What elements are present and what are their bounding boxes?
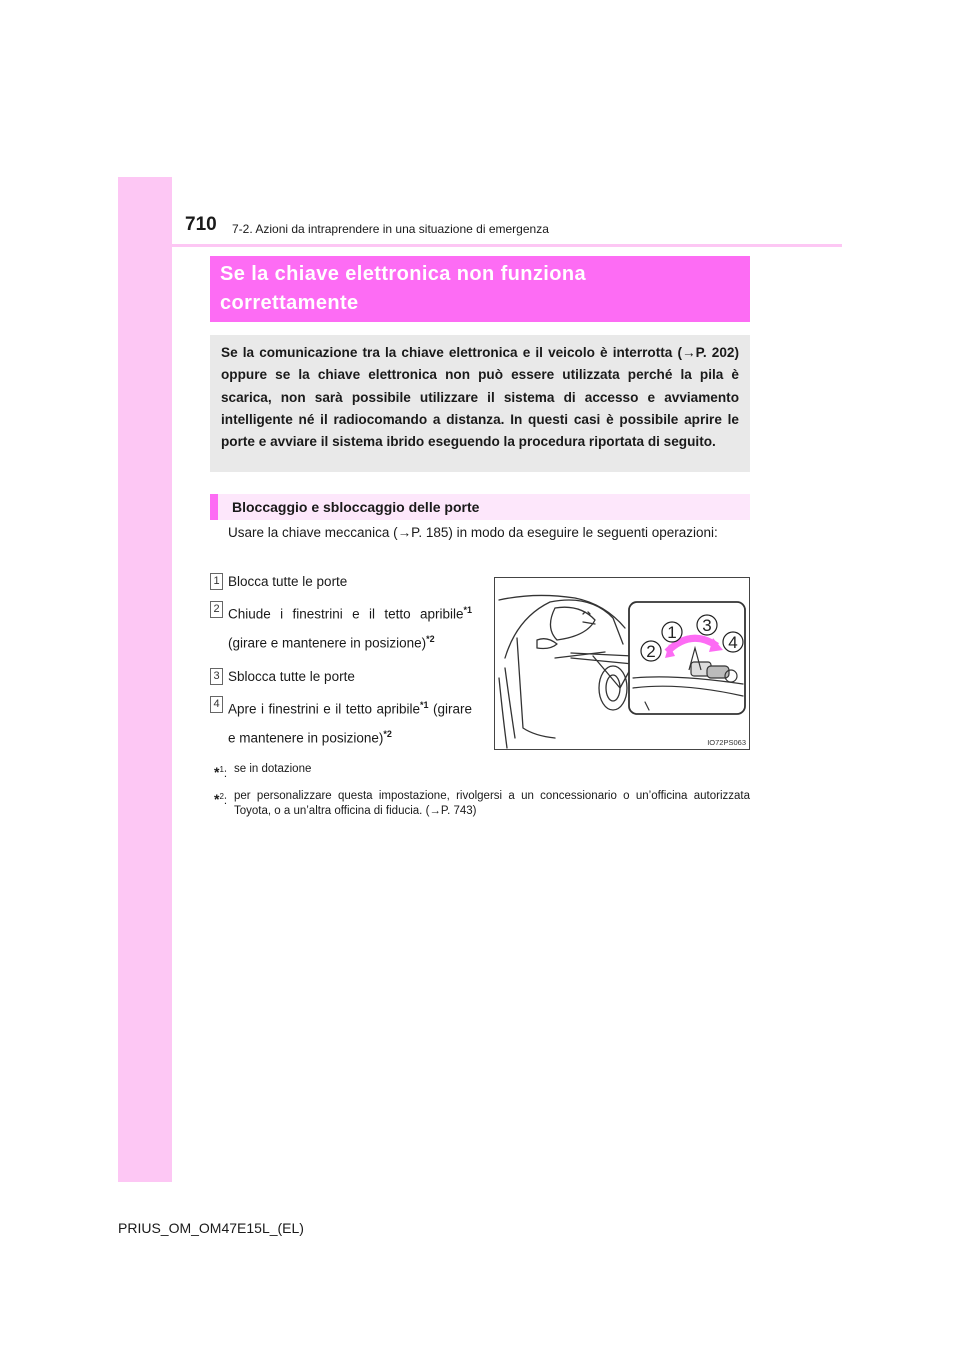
step-number: 2 [210, 601, 223, 618]
body-text: Usare la chiave meccanica (→P. 185) in modo da eseguire le seguenti operazioni: [228, 525, 718, 540]
car-door-key-drawing [495, 578, 749, 749]
step-text [228, 693, 472, 750]
step-text: Blocca tutte le porte [228, 574, 348, 589]
chapter-title: 7-2. Azioni da intraprendere in una situazione di emergenza [232, 222, 549, 236]
side-band [118, 177, 172, 1182]
step-number: 4 [210, 696, 223, 713]
step-number: 1 [210, 573, 223, 590]
callout-1: 1 [667, 623, 677, 642]
footnote-text: se in dotazione [234, 763, 312, 775]
footnote-text: per personalizzare questa impostazione, rivolgersi a un concessionario o un’officina autorizzata Toyota, o a un’altra officina di fiducia. (→P. 743) [234, 790, 750, 817]
footer-code: PRIUS_OM_OM47E15L_(EL) [118, 1220, 304, 1236]
step-text-part: Apre i finestrini e il tetto apribile [228, 701, 420, 717]
section-title-line1: Se la chiave elettronica non funziona [220, 263, 586, 285]
callout-2: 2 [646, 642, 656, 661]
subsection-header [210, 494, 750, 520]
subsection-title: Bloccaggio e sbloccaggio delle porte [232, 499, 480, 515]
footnote-ref: *1 [463, 605, 472, 615]
key-illustration [494, 577, 750, 750]
section-title-line2: correttamente [220, 292, 359, 314]
footnote-ref: *2 [426, 633, 435, 644]
callout-3: 3 [702, 616, 712, 635]
step-text: Sblocca tutte le porte [228, 669, 355, 684]
page-number: 710 [185, 214, 217, 235]
section-banner [210, 256, 750, 322]
footnote-ref: *1 [419, 700, 429, 710]
footnote-1 [214, 762, 750, 780]
step-text-part: (girare e mantenere in posizione) [228, 635, 427, 650]
step-number: 3 [210, 668, 223, 685]
intro-box [210, 335, 750, 472]
step-text-part: Chiude i finestrini e il tetto apribile [228, 606, 464, 622]
figure-label: IO72PS063 [707, 738, 746, 747]
footnote-mark: *$^2$: [214, 790, 228, 807]
intro-text: Se la comunicazione tra la chiave elettronica e il veicolo è interrotta (→P. 202) oppure se la chiave elettronica non può essere utilizzata perché la pila è scarica, non sarà possibile utilizzare il sistema di accesso e avviamento intelligente né il radiocomando a distanza. In questi casi è possibile aprire le porte e avviare il sistema ibrido eseguendo la procedura riportata di seguito. [221, 345, 739, 450]
footnote-mark: *$^1$: [214, 763, 228, 780]
footnote-ref: *2 [383, 728, 392, 739]
step-text [228, 598, 472, 655]
header-rule [172, 244, 842, 247]
callout-4: 4 [728, 633, 738, 652]
step-text-part: (girare e mantenere in posizione) [228, 701, 473, 745]
footnote-2 [214, 789, 750, 819]
